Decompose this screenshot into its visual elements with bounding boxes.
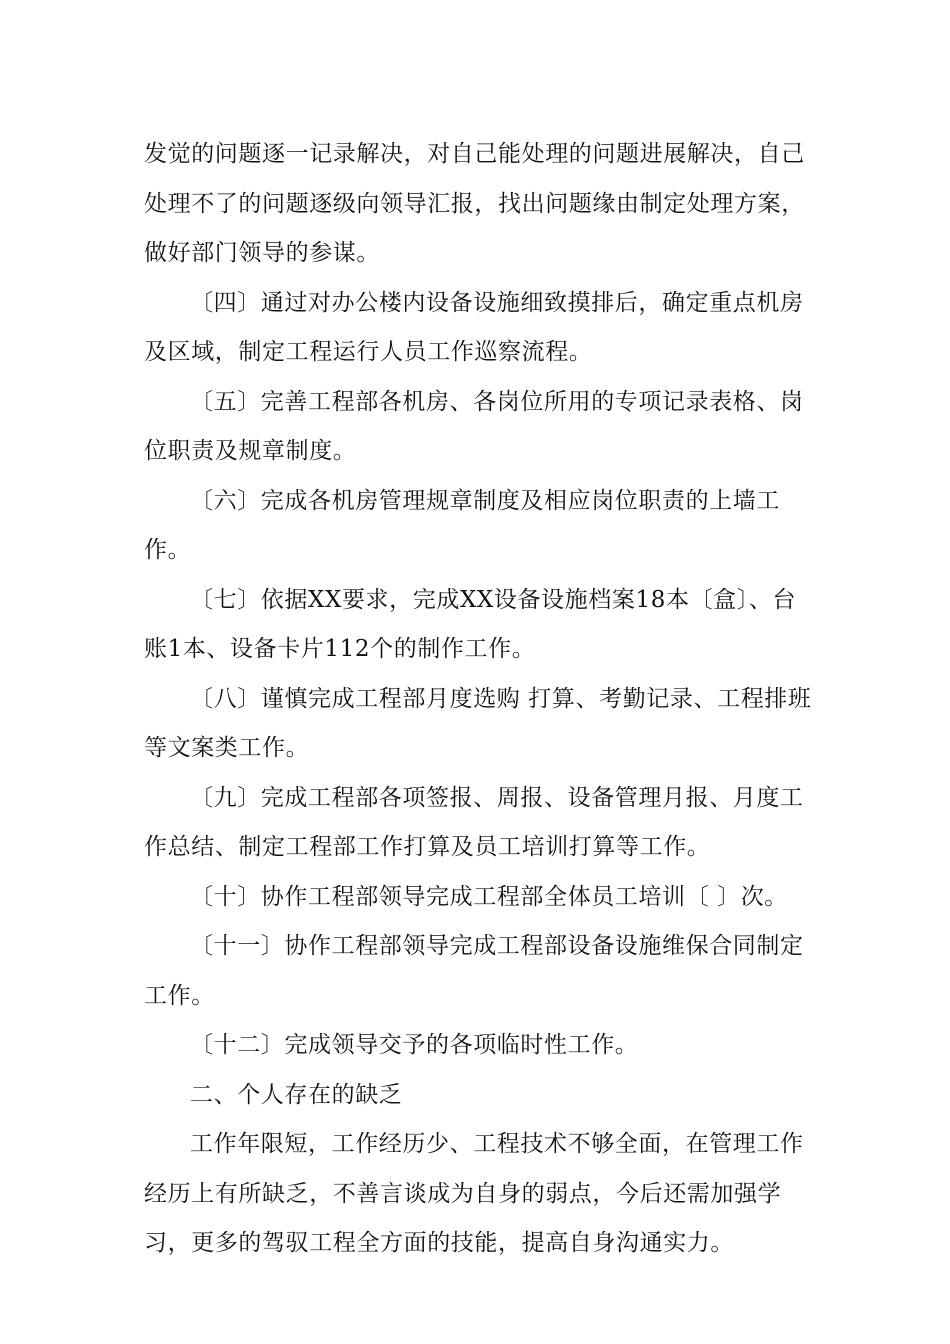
paragraph-item-7: 〔七〕依据XX要求，完成XX设备设施档案18本〔盒〕、台账1本、设备卡片112个的制作工作。 <box>144 586 797 662</box>
paragraph-shortcomings: 工作年限短，工作经历少、工程技术不够全面，在管理工作经历上有所缺乏，不善言谈成为自身的弱点，今后还需加强学习，更多的驾驭工程全方面的技能，提高自身沟通实力。 <box>144 1131 804 1256</box>
paragraph-item-9: 〔九〕完成工程部各项签报、周报、设备管理月报、月度工作总结、制定工程部工作打算及员工培训打算等工作。 <box>144 784 804 860</box>
section-heading: 二、个人存在的缺乏 <box>190 1081 403 1108</box>
paragraph-item-10: 〔十〕协作工程部领导完成工程部全体员工培训〔 〕次。 <box>190 883 788 910</box>
paragraph: 发觉的问题逐一记录解决，对自己能处理的问题进展解决，自己处理不了的问题逐级向领导汇报，找出问题缘由制定处理方案，做好部门领导的参谋。 <box>144 141 805 266</box>
paragraph-item-12: 〔十二〕完成领导交予的各项临时性工作。 <box>190 1032 639 1058</box>
paragraph-item-4: 〔四〕通过对办公楼内设备设施细致摸排后，确定重点机房及区域，制定工程运行人员工作巡察流程。 <box>144 289 804 365</box>
paragraph-item-6: 〔六〕完成各机房管理规章制度及相应岗位职责的上墙工作。 <box>144 487 780 563</box>
paragraph-item-5: 〔五〕完善工程部各机房、各岗位所用的专项记录表格、岗位职责及规章制度。 <box>144 388 804 464</box>
paragraph-item-8: 〔八〕谨慎完成工程部月度选购 打算、考勤记录、工程排班等文案类工作。 <box>144 685 812 761</box>
paragraph-item-11: 〔十一〕协作工程部领导完成工程部设备设施维保合同制定工作。 <box>144 933 804 1009</box>
document-body <box>144 130 812 1269</box>
